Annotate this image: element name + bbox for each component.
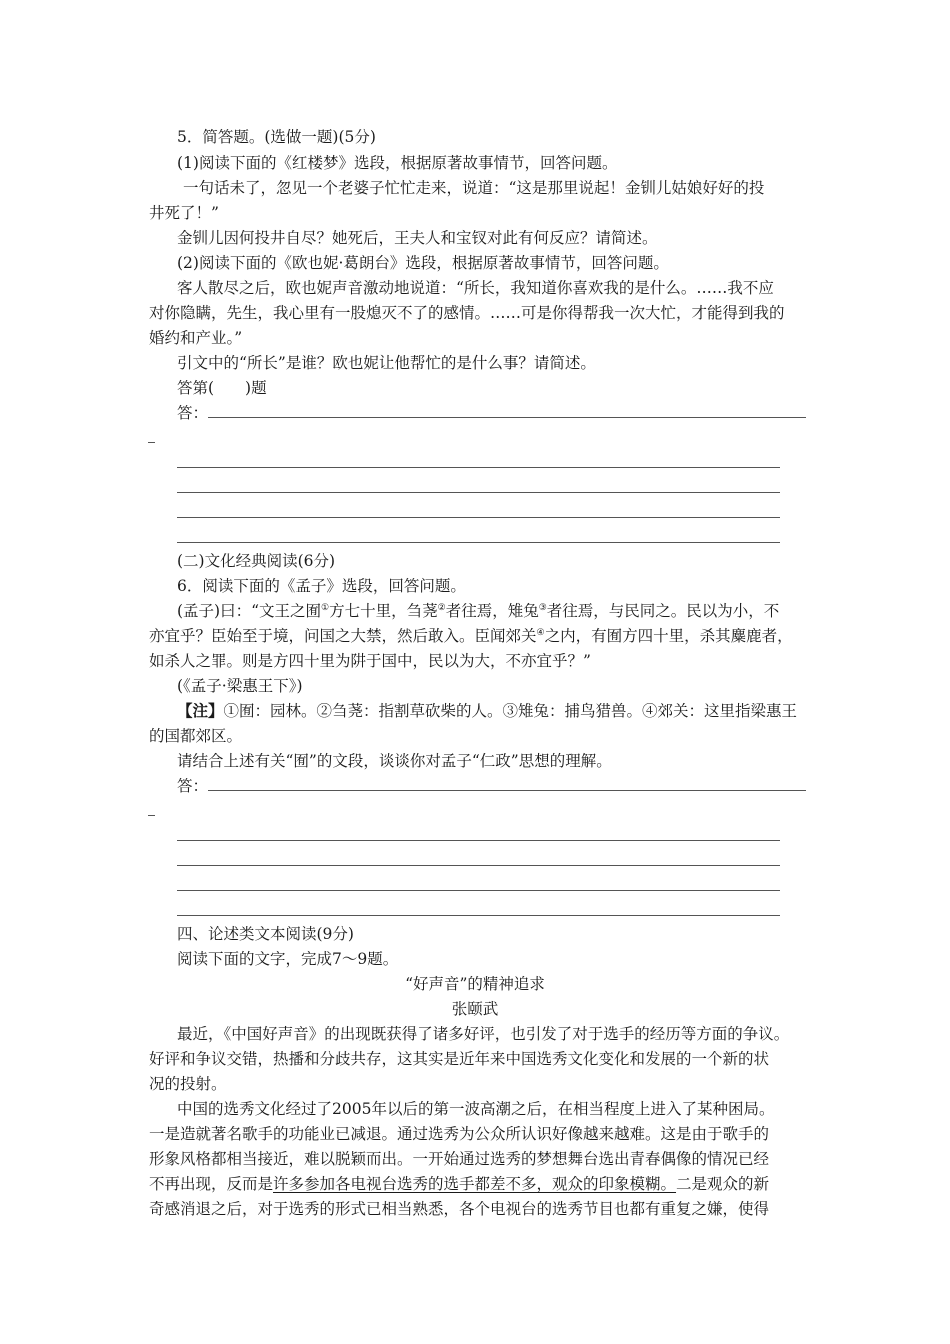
q6-question: 请结合上述有关“囿”的文段，谈谈你对孟子“仁政”思想的理解。: [177, 752, 612, 770]
q6-passage-text: 亦宜乎？臣始至于境，问国之大禁，然后敢入。臣闻郊关: [149, 627, 537, 645]
q6-passage-text: 方七十里，刍荛: [329, 602, 438, 620]
section2-title: (二)文化经典阅读(6分): [177, 552, 336, 570]
article-author: 张颐武: [451, 1000, 499, 1018]
note-text: ①囿：园林。②刍荛：指割草砍柴的人。③雉兔：捕鸟猎兽。④郊关：这里指梁惠王: [223, 702, 798, 720]
q6-answer-line-3[interactable]: [177, 865, 780, 866]
q6-title: 6．阅读下面的《孟子》选段，回答问题。: [177, 577, 466, 595]
q5-part2-question: 引文中的“所长”是谁？欧也妮让他帮忙的是什么事？请简述。: [177, 354, 596, 372]
footnote-ref-3: ③: [538, 603, 547, 613]
section4-title: 四、论述类文本阅读(9分): [177, 925, 354, 943]
q5-part2-intro: (2)阅读下面的《欧也妮·葛朗台》选段，根据原著故事情节，回答问题。: [177, 254, 669, 272]
q6-answer-line-4[interactable]: [177, 890, 780, 891]
q6-passage-text: 之内，有囿方四十里，杀其麋鹿者，: [544, 627, 793, 645]
q5-part1-intro: (1)阅读下面的《红楼梦》选段，根据原著故事情节，回答问题。: [177, 154, 618, 172]
article-text: 二是观众的新: [676, 1175, 770, 1193]
q6-passage-text: 者往焉，与民同之。民以为小，不: [546, 602, 780, 620]
q5-part1-question: 金钏儿因何投井自尽？她死后，王夫人和宝钗对此有何反应？请简述。: [177, 229, 658, 247]
q6-passage-line2: [149, 626, 793, 646]
q5-answer-line-3[interactable]: [177, 492, 780, 493]
note-label: 【注】: [177, 701, 224, 720]
q6-passage-line1: [177, 601, 779, 621]
article-p2-line2: 一是造就著名歌手的功能业已减退。通过选秀为公众所认识好像越来越难。这是由于歌手的: [149, 1125, 770, 1143]
q5-answer-line-1[interactable]: [208, 417, 806, 418]
q5-choice-label: 答第( )题: [177, 379, 267, 397]
section4-instruction: 阅读下面的文字，完成7～9题。: [177, 950, 399, 968]
q6-answer-continuation-mark: [148, 815, 155, 816]
article-p2-line4: [149, 1174, 769, 1194]
underlined-sentence: 许多参加各电视台选秀的选手都差不多，观众的印象模糊。: [273, 1175, 677, 1193]
article-p1-line3: 况的投射。: [149, 1075, 227, 1093]
footnote-ref-1: ①: [321, 603, 330, 613]
q6-passage-text: 者往焉，雉兔: [445, 602, 539, 620]
footnote-ref-4: ④: [536, 628, 545, 638]
q5-answer-label: 答：: [177, 404, 209, 422]
q6-passage-text: (孟子)曰：“文王之囿: [177, 602, 322, 620]
q6-answer-line-1[interactable]: [208, 790, 806, 791]
q6-note-line2: 的国都郊区。: [149, 727, 243, 745]
q5-part2-passage-line1: 客人散尽之后，欧也妮声音激动地说道：“所长，我知道你喜欢我的是什么。……我不应: [177, 279, 774, 297]
article-p2-line5: 奇感消退之后，对于选秀的形式已相当熟悉，各个电视台的选秀节目也都有重复之嫌，使得: [149, 1200, 770, 1218]
article-p2-line3: 形象风格都相当接近，难以脱颖而出。一开始通过选秀的梦想舞台选出青春偶像的情况已经: [149, 1150, 770, 1168]
q6-note-line1: [177, 701, 797, 721]
q5-answer-line-5[interactable]: [177, 542, 780, 543]
q6-answer-line-2[interactable]: [177, 840, 780, 841]
q5-part1-passage-line1: 一句话未了，忽见一个老婆子忙忙走来，说道：“这是那里说起！金钏儿姑娘好好的投: [183, 179, 765, 197]
footnote-ref-2: ②: [437, 603, 446, 613]
article-text: 不再出现，反而是: [149, 1175, 274, 1193]
q6-answer-label: 答：: [177, 777, 209, 795]
q6-passage-line3: 如杀人之罪。则是方四十里为阱于国中，民以为大，不亦宜乎？”: [149, 652, 591, 670]
q5-part1-passage-line2: 井死了！”: [149, 204, 219, 222]
q6-source: (《孟子·梁惠王下》): [177, 677, 303, 695]
article-p2-line1: 中国的选秀文化经过了2005年以后的第一波高潮之后，在相当程度上进入了某种困局。: [177, 1100, 775, 1118]
q5-answer-continuation-mark: [148, 442, 155, 443]
article-p1-line2: 好评和争议交错，热播和分歧共存，这其实是近年来中国选秀文化变化和发展的一个新的状: [149, 1050, 770, 1068]
article-title: “好声音”的精神追求: [405, 975, 545, 993]
q5-part2-passage-line2: 对你隐瞒，先生，我心里有一股熄灭不了的感情。……可是你得帮我一次大忙，才能得到我的: [149, 304, 785, 322]
q5-part2-passage-line3: 婚约和产业。”: [149, 329, 243, 347]
article-p1-line1: 最近，《中国好声音》的出现既获得了诸多好评，也引发了对于选手的经历等方面的争议。: [177, 1025, 790, 1043]
q5-title: 5．简答题。(选做一题)(5分): [177, 128, 376, 146]
q5-answer-line-4[interactable]: [177, 517, 780, 518]
q6-answer-line-5[interactable]: [177, 915, 780, 916]
q5-answer-line-2[interactable]: [177, 467, 780, 468]
